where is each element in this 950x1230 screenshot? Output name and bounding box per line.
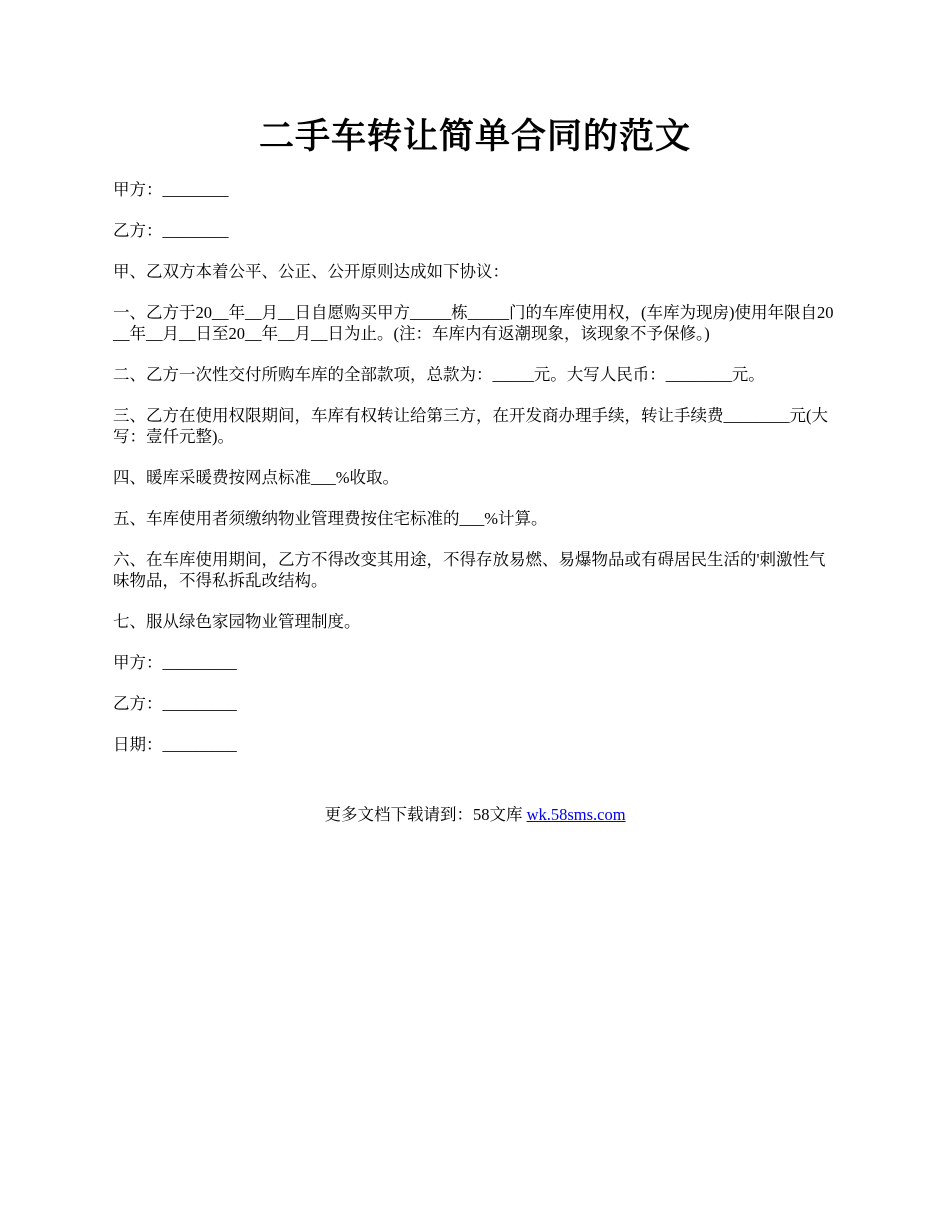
signature-date: 日期：_________ [113,735,237,754]
party-b-line: 乙方：________ [113,221,229,240]
signature-party-b: 乙方：_________ [113,694,237,713]
party-a-line: 甲方：________ [113,180,229,199]
signature-party-a: 甲方：_________ [113,653,237,672]
agreement-intro: 甲、乙双方本着公平、公正、公开原则达成如下协议： [113,262,509,281]
clause-4: 四、暖库采暖费按网点标准___%收取。 [113,468,399,487]
clause-2: 二、乙方一次性交付所购车库的全部款项，总款为：_____元。大写人民币：________元。 [113,365,765,384]
clause-1: 一、乙方于20__年__月__日自愿购买甲方_____栋_____门的车库使用权，(车库为现房)使用年限自20__年__月__日至20__年__月__日为止。(注：车库内有返潮现象，该现象不予保修。) [113,303,834,343]
footer-link[interactable]: wk.58sms.com [526,805,626,824]
clause-7: 七、服从绿色家园物业管理制度。 [113,612,361,631]
document-title: 二手车转让简单合同的范文 [258,117,691,156]
clause-3: 三、乙方在使用权限期间，车库有权转让给第三方，在开发商办理手续，转让手续费________元(大写：壹仟元整)。 [113,406,828,446]
clause-5: 五、车库使用者须缴纳物业管理费按住宅标准的___%计算。 [113,509,548,528]
download-footer [0,804,950,826]
footer-text: 更多文档下载请到：58文库 [324,805,527,824]
document-body [113,179,841,775]
clause-6: 六、在车库使用期间，乙方不得改变其用途，不得存放易燃、易爆物品或有碍居民生活的'刺激性气味物品，不得私拆乱改结构。 [113,550,826,590]
